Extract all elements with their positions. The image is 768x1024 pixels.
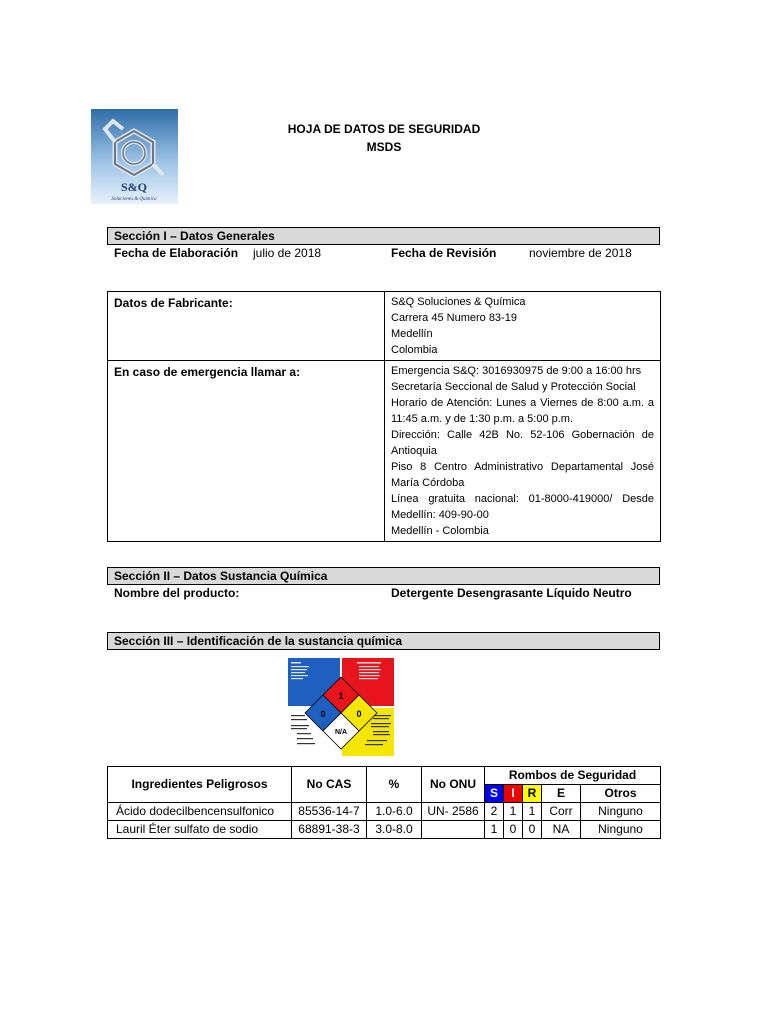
special-value: N/A xyxy=(334,729,348,736)
ingredient-cas: 68891-38-3 xyxy=(292,821,367,839)
ingredient-otros: Ninguno xyxy=(581,821,661,839)
ingredient-r: 0 xyxy=(523,821,542,839)
col-rombos-header: Rombos de Seguridad xyxy=(485,767,661,785)
section-2-header: Sección II – Datos Sustancia Química xyxy=(107,567,660,585)
rombo-otros-header: Otros xyxy=(581,785,661,803)
table-row xyxy=(108,821,661,839)
rombo-i-header: I xyxy=(504,785,523,803)
emergency-line: Secretaría Seccional de Salud y Protección Social xyxy=(391,381,636,393)
manufacturer-line: Medellín xyxy=(391,328,433,340)
rombo-s-header: S xyxy=(485,785,504,803)
col-cas-header: No CAS xyxy=(292,767,367,803)
ingredient-r: 1 xyxy=(523,803,542,821)
fecha-revision-value: noviembre de 2018 xyxy=(529,246,632,260)
manufacturer-line: Carrera 45 Numero 83-19 xyxy=(391,312,517,324)
emergency-line: Emergencia S&Q: 3016930975 de 9:00 a 16:00 hrs xyxy=(391,365,642,377)
section-3-header: Sección III – Identificación de la sustancia química xyxy=(107,632,660,650)
product-name-label: Nombre del producto: xyxy=(114,586,240,600)
ingredients-header-row xyxy=(108,767,661,785)
logo-text: S&Q xyxy=(120,180,148,194)
ingredient-onu xyxy=(422,821,485,839)
emergency-row xyxy=(108,361,661,542)
document-title: HOJA DE DATOS DE SEGURIDAD xyxy=(287,122,481,136)
col-ingredients-header: Ingredientes Peligrosos xyxy=(108,767,292,803)
fecha-revision-label: Fecha de Revisión xyxy=(391,246,497,260)
rombo-e-header: E xyxy=(542,785,581,803)
ingredient-i: 0 xyxy=(504,821,523,839)
flammability-value: 1 xyxy=(338,691,344,701)
manufacturer-table xyxy=(107,291,661,542)
table-row xyxy=(108,803,661,821)
emergency-line: Línea gratuita nacional: 01-8000-419000/ Desde Medellín: 409-90-00 xyxy=(391,493,654,521)
manufacturer-label: Datos de Fabricante: xyxy=(108,292,385,361)
ingredient-percent: 1.0-6.0 xyxy=(367,803,422,821)
ingredient-onu: UN- 2586 xyxy=(422,803,485,821)
rombo-r-header: R xyxy=(523,785,542,803)
emergency-line: Horario de Atención: Lunes a Viernes de 8:00 a.m. a 11:45 a.m. y de 1:30 p.m. a 5:00 p.m. xyxy=(391,397,654,425)
ingredient-name: Lauril Éter sulfato de sodio xyxy=(108,821,292,839)
health-value: 0 xyxy=(320,709,326,719)
ingredient-cas: 85536-14-7 xyxy=(292,803,367,821)
fecha-elaboracion-value: julio de 2018 xyxy=(253,246,322,260)
ingredient-name: Ácido dodecilbencensulfonico xyxy=(108,803,292,821)
emergency-line: Medellín - Colombia xyxy=(391,525,489,537)
logo-subtext: Soluciones & Química xyxy=(111,197,157,202)
emergency-line: Piso 8 Centro Administrativo Departamental José María Córdoba xyxy=(391,461,654,489)
manufacturer-line: Colombia xyxy=(391,344,438,356)
emergency-info xyxy=(385,361,661,542)
ingredient-percent: 3.0-8.0 xyxy=(367,821,422,839)
ingredient-s: 2 xyxy=(485,803,504,821)
manufacturer-row xyxy=(108,292,661,361)
section-1-header: Sección I – Datos Generales xyxy=(107,227,660,245)
ingredient-e: NA xyxy=(542,821,581,839)
document-subtitle: MSDS xyxy=(366,140,402,154)
reactivity-value: 0 xyxy=(356,709,362,719)
ingredient-e: Corr xyxy=(542,803,581,821)
emergency-label: En caso de emergencia llamar a: xyxy=(108,361,385,542)
ingredient-otros: Ninguno xyxy=(581,803,661,821)
ingredients-table xyxy=(107,766,661,839)
col-percent-header: % xyxy=(367,767,422,803)
ingredient-s: 1 xyxy=(485,821,504,839)
fecha-elaboracion-label: Fecha de Elaboración xyxy=(114,246,239,260)
nfpa-diamond xyxy=(287,657,395,757)
product-name-value: Detergente Desengrasante Líquido Neutro xyxy=(391,586,632,600)
ingredient-i: 1 xyxy=(504,803,523,821)
manufacturer-line: S&Q Soluciones & Química xyxy=(391,296,526,308)
col-onu-header: No ONU xyxy=(422,767,485,803)
emergency-line: Dirección: Calle 42B No. 52-106 Gobernación de Antioquia xyxy=(391,429,654,457)
manufacturer-info xyxy=(385,292,661,361)
